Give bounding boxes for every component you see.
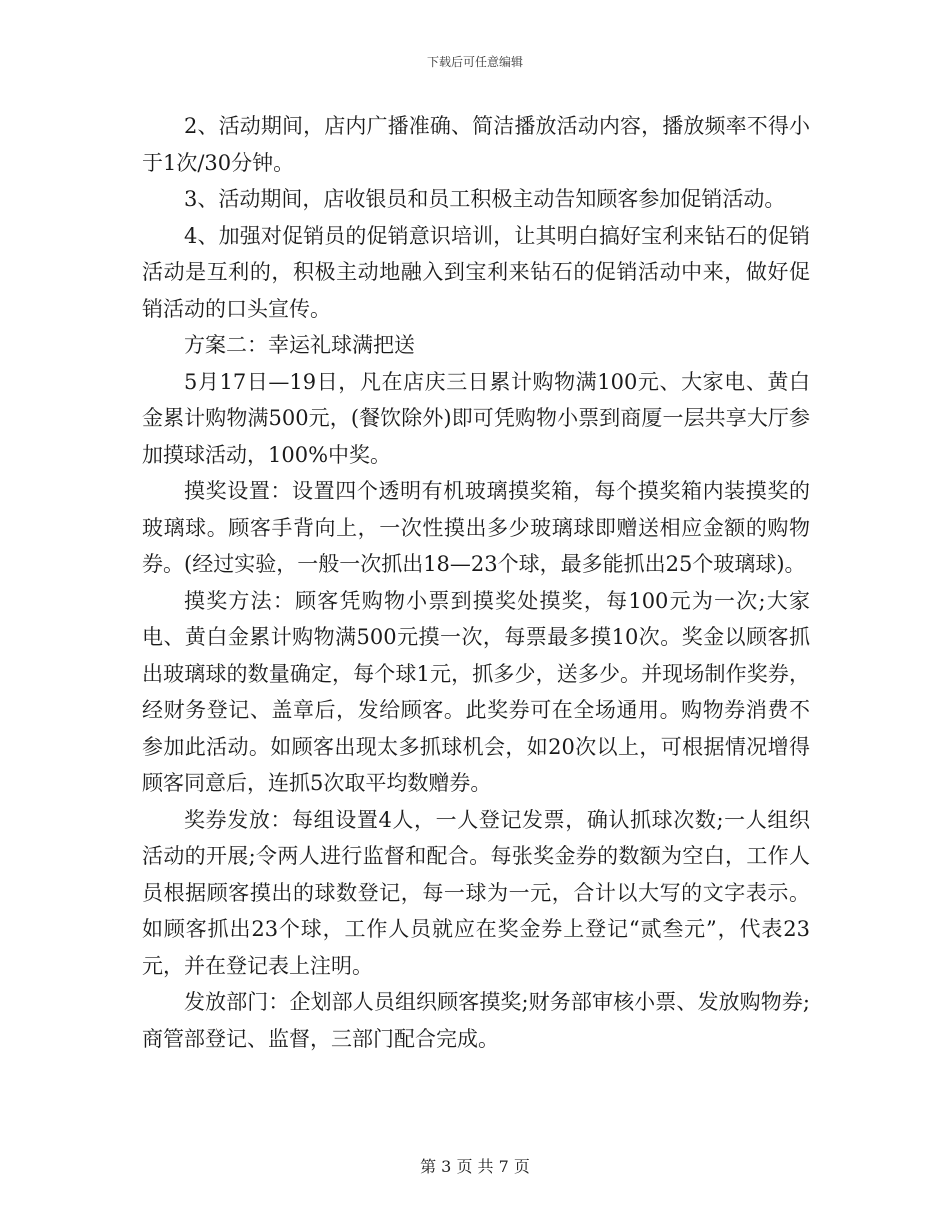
paragraph: 5月17日—19日，凡在店庆三日累计购物满100元、大家电、黄白金累计购物满500元，(餐饮除外)即可凭购物小票到商厦一层共享大厅参加摸球活动，100%中奖。 <box>142 369 810 467</box>
section-heading: 方案二：幸运礼球满把送 <box>184 333 415 357</box>
page-number-footer: 第 3 页 共 7 页 <box>420 1157 530 1176</box>
paragraph: 发放部门：企划部人员组织顾客摸奖;财务部审核小票、发放购物券;商管部登记、监督，三部门配合完成。 <box>142 990 810 1051</box>
paragraph: 摸奖方法：顾客凭购物小票到摸奖处摸奖，每100元为一次;大家电、黄白金累计购物满500元摸一次，每票最多摸10次。奖金以顾客抓出玻璃球的数量确定，每个球1元，抓多少，送多少。并现场制作奖券，经财务登记、盖章后，发给顾客。此奖券可在全场通用。购物券消费不参加此活动。如顾客出现太多抓球机会，如20次以上，可根据情况增得顾客同意后，连抓5次取平均数赠券。 <box>142 588 810 795</box>
paragraph: 2、活动期间，店内广播准确、简洁播放活动内容，播放频率不得小于1次/30分钟。 <box>142 114 810 175</box>
page-header: 下载后可任意编辑 <box>426 55 523 69</box>
paragraph: 3、活动期间，店收银员和员工积极主动告知顾客参加促销活动。 <box>184 187 786 211</box>
paragraph: 奖券发放：每组设置4人，一人登记发票，确认抓球次数;一人组织活动的开展;令两人进行监督和配合。每张奖金券的数额为空白，工作人员根据顾客摸出的球数登记，每一球为一元，合计以大写的文字表示。如顾客抓出23个球，工作人员就应在奖金券上登记“贰叁元”，代表23元，并在登记表上注明。 <box>142 807 810 978</box>
paragraph: 摸奖设置：设置四个透明有机玻璃摸奖箱，每个摸奖箱内装摸奖的玻璃球。顾客手背向上，一次性摸出多少玻璃球即赠送相应金额的购物券。(经过实验，一般一次抓出18—23个球，最多能抓出25个玻璃球)。 <box>142 479 810 576</box>
paragraph: 4、加强对促销员的促销意识培训，让其明白搞好宝利来钻石的促销活动是互利的，积极主动地融入到宝利来钻石的促销活动中来，做好促销活动的口头宣传。 <box>142 223 810 321</box>
document-body <box>142 108 810 1057</box>
